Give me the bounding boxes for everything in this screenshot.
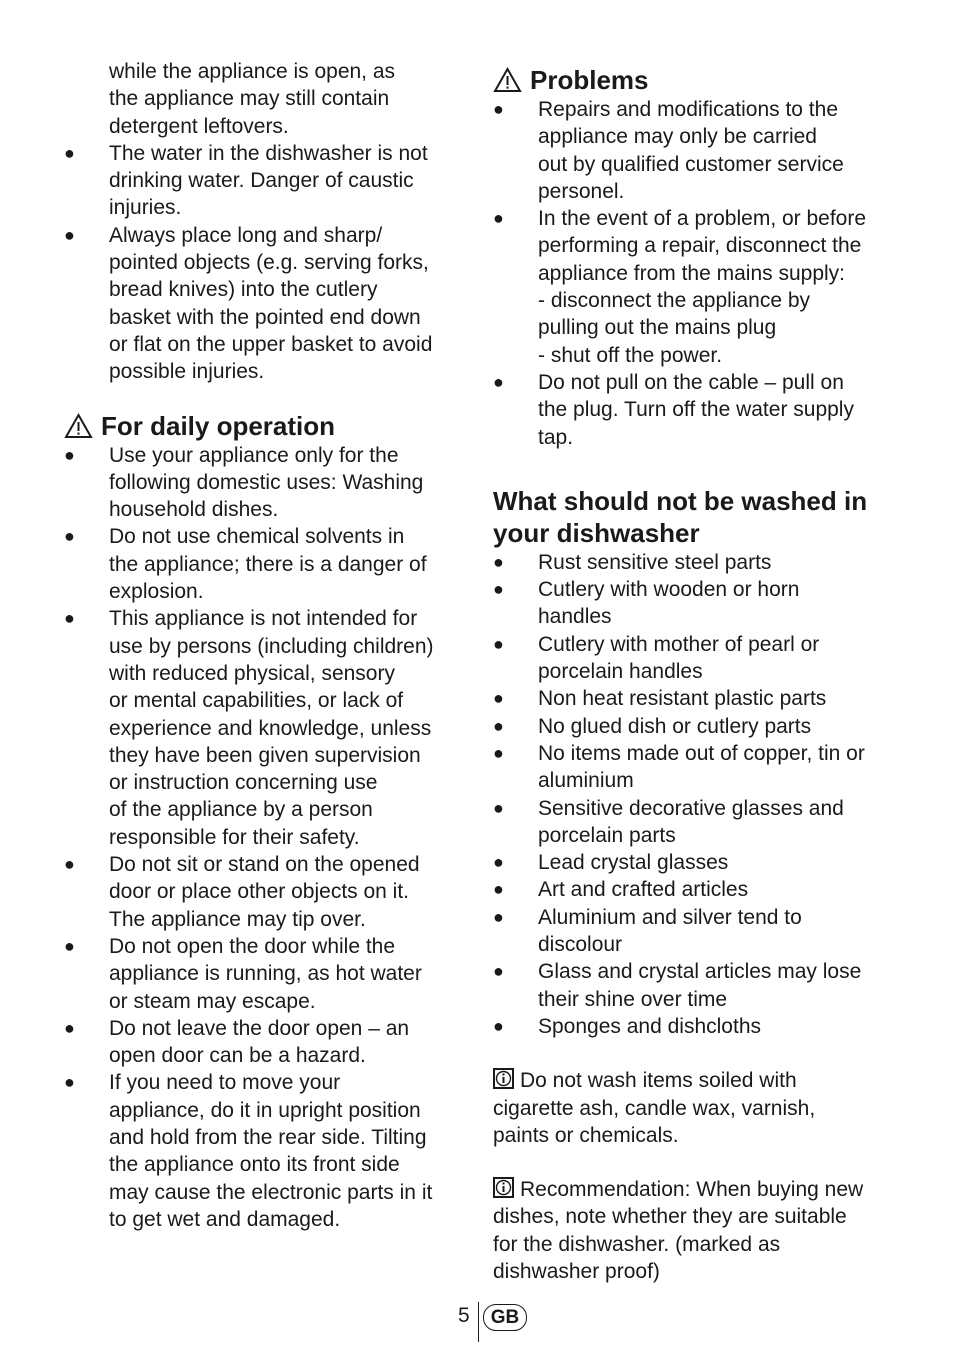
bullet-icon: ● <box>493 208 504 229</box>
list-item: ● Sensitive decorative glasses and porcelain parts <box>493 796 844 847</box>
info-note-soiled-items: Do not wash items soiled with cigarette ash, candle wax, varnish, paints or chemicals. <box>493 1069 816 1147</box>
list-item: ● Repairs and modifications to the appliance may only be carried out by qualified customer service personel. <box>493 98 844 203</box>
safety-list <box>64 140 464 386</box>
bullet-icon: ● <box>64 854 75 875</box>
bullet-icon: ● <box>493 879 504 900</box>
warning-triangle-icon <box>64 413 93 439</box>
bullet-icon: ● <box>493 742 504 763</box>
bullet-icon: ● <box>64 935 75 956</box>
page-number: 5 <box>458 1304 470 1327</box>
not-washed-list <box>493 549 903 1040</box>
list-item: ● The water in the dishwasher is not drinking water. Danger of caustic injuries. <box>64 141 428 220</box>
list-item: ● Sponges and dishcloths <box>493 1013 903 1040</box>
list-item: ● Use your appliance only for the following domestic uses: Washing household dishes. <box>64 443 424 522</box>
daily-operation-list <box>64 442 464 1234</box>
list-item: ● Always place long and sharp/ pointed objects (e.g. serving forks, bread knives) into the cutlery basket with the pointed end down or flat on the upper basket to avoid possible injuries. <box>64 223 433 384</box>
bullet-icon: ● <box>493 551 504 572</box>
list-item: ● Aluminium and silver tend to discolour <box>493 905 802 957</box>
list-item: ● No glued dish or cutlery parts <box>493 713 903 740</box>
warning-triangle-icon <box>493 67 522 93</box>
section-heading-problems: Problems <box>493 64 903 96</box>
bullet-icon: ● <box>64 1017 75 1038</box>
bullet-icon: ● <box>493 371 504 392</box>
bullet-icon: ● <box>493 961 504 982</box>
bullet-icon: ● <box>493 579 504 600</box>
bullet-icon: ● <box>64 526 75 547</box>
list-item: ● Do not leave the door open – an open door can be a hazard. <box>64 1016 410 1068</box>
list-item: ● No items made out of copper, tin or aluminium <box>493 741 865 793</box>
list-item: ● Non heat resistant plastic parts <box>493 685 903 712</box>
list-item: ● This appliance is not intended for use by persons (including children) with reduced physical, sensory or mental capabilities, or lack of experience and knowledge, unless they have been given supervision or instruction concerning use of the appliance by a person responsible for their safety. <box>64 607 434 849</box>
bullet-icon: ● <box>493 852 504 873</box>
list-item: ● Rust sensitive steel parts <box>493 549 903 576</box>
bullet-icon: ● <box>64 608 75 629</box>
list-item: ● Cutlery with wooden or horn handles <box>493 578 800 629</box>
list-item: ● Cutlery with mother of pearl or porcelain handles <box>493 632 820 684</box>
list-item: ● Art and crafted articles <box>493 876 903 903</box>
bullet-icon: ● <box>493 99 504 119</box>
bullet-icon: ● <box>493 633 504 654</box>
list-item: ● Glass and crystal articles may lose their shine over time <box>493 960 862 1011</box>
list-item: ● Do not sit or stand on the opened door or place other objects on it. The appliance may tip over. <box>64 853 420 931</box>
bullet-icon: ● <box>493 715 504 736</box>
footer-divider <box>478 1302 479 1342</box>
bullet-icon: ● <box>64 1072 75 1093</box>
list-item: ● Lead crystal glasses <box>493 849 903 876</box>
page-footer <box>0 1302 954 1344</box>
bullet-icon: ● <box>493 906 504 927</box>
bullet-icon: ● <box>493 688 504 709</box>
list-item: ● Do not open the door while the appliance is running, as hot water or steam may escape. <box>64 934 422 1013</box>
info-note-recommendation: Recommendation: When buying new dishes, note whether they are suitable for the dishwasher. (marked as dishwasher proof) <box>493 1178 864 1283</box>
info-icon <box>493 1177 514 1198</box>
list-item: ● Do not pull on the cable – pull on the plug. Turn off the water supply tap. <box>493 370 854 449</box>
list-item: ● In the event of a problem, or before performing a repair, disconnect the appliance from the mains supply: - disconnect the appliance by pulling out the mains plug - shut off the power. <box>493 207 867 367</box>
section-heading-daily-operation: For daily operation <box>64 410 464 442</box>
continued-text: while the appliance is open, as the appliance may still contain detergent leftovers. <box>109 60 396 138</box>
bullet-icon: ● <box>64 142 75 163</box>
list-item: ● If you need to move your appliance, do it in upright position and hold from the rear side. Tilting the appliance onto its front side may cause the electronic parts in it to get wet and damaged. <box>64 1071 433 1231</box>
section-heading-what-not-washed: What should not be washed in your dishwasher <box>493 485 868 548</box>
bullet-icon: ● <box>64 224 75 245</box>
right-column <box>493 58 903 1285</box>
country-badge: GB <box>483 1304 527 1331</box>
info-icon <box>493 1068 514 1089</box>
bullet-icon: ● <box>493 797 504 818</box>
left-column <box>64 58 464 1233</box>
bullet-icon: ● <box>493 1015 504 1036</box>
bullet-icon: ● <box>64 444 75 465</box>
problems-list <box>493 96 903 451</box>
list-item: ● Do not use chemical solvents in the appliance; there is a danger of explosion. <box>64 525 427 604</box>
